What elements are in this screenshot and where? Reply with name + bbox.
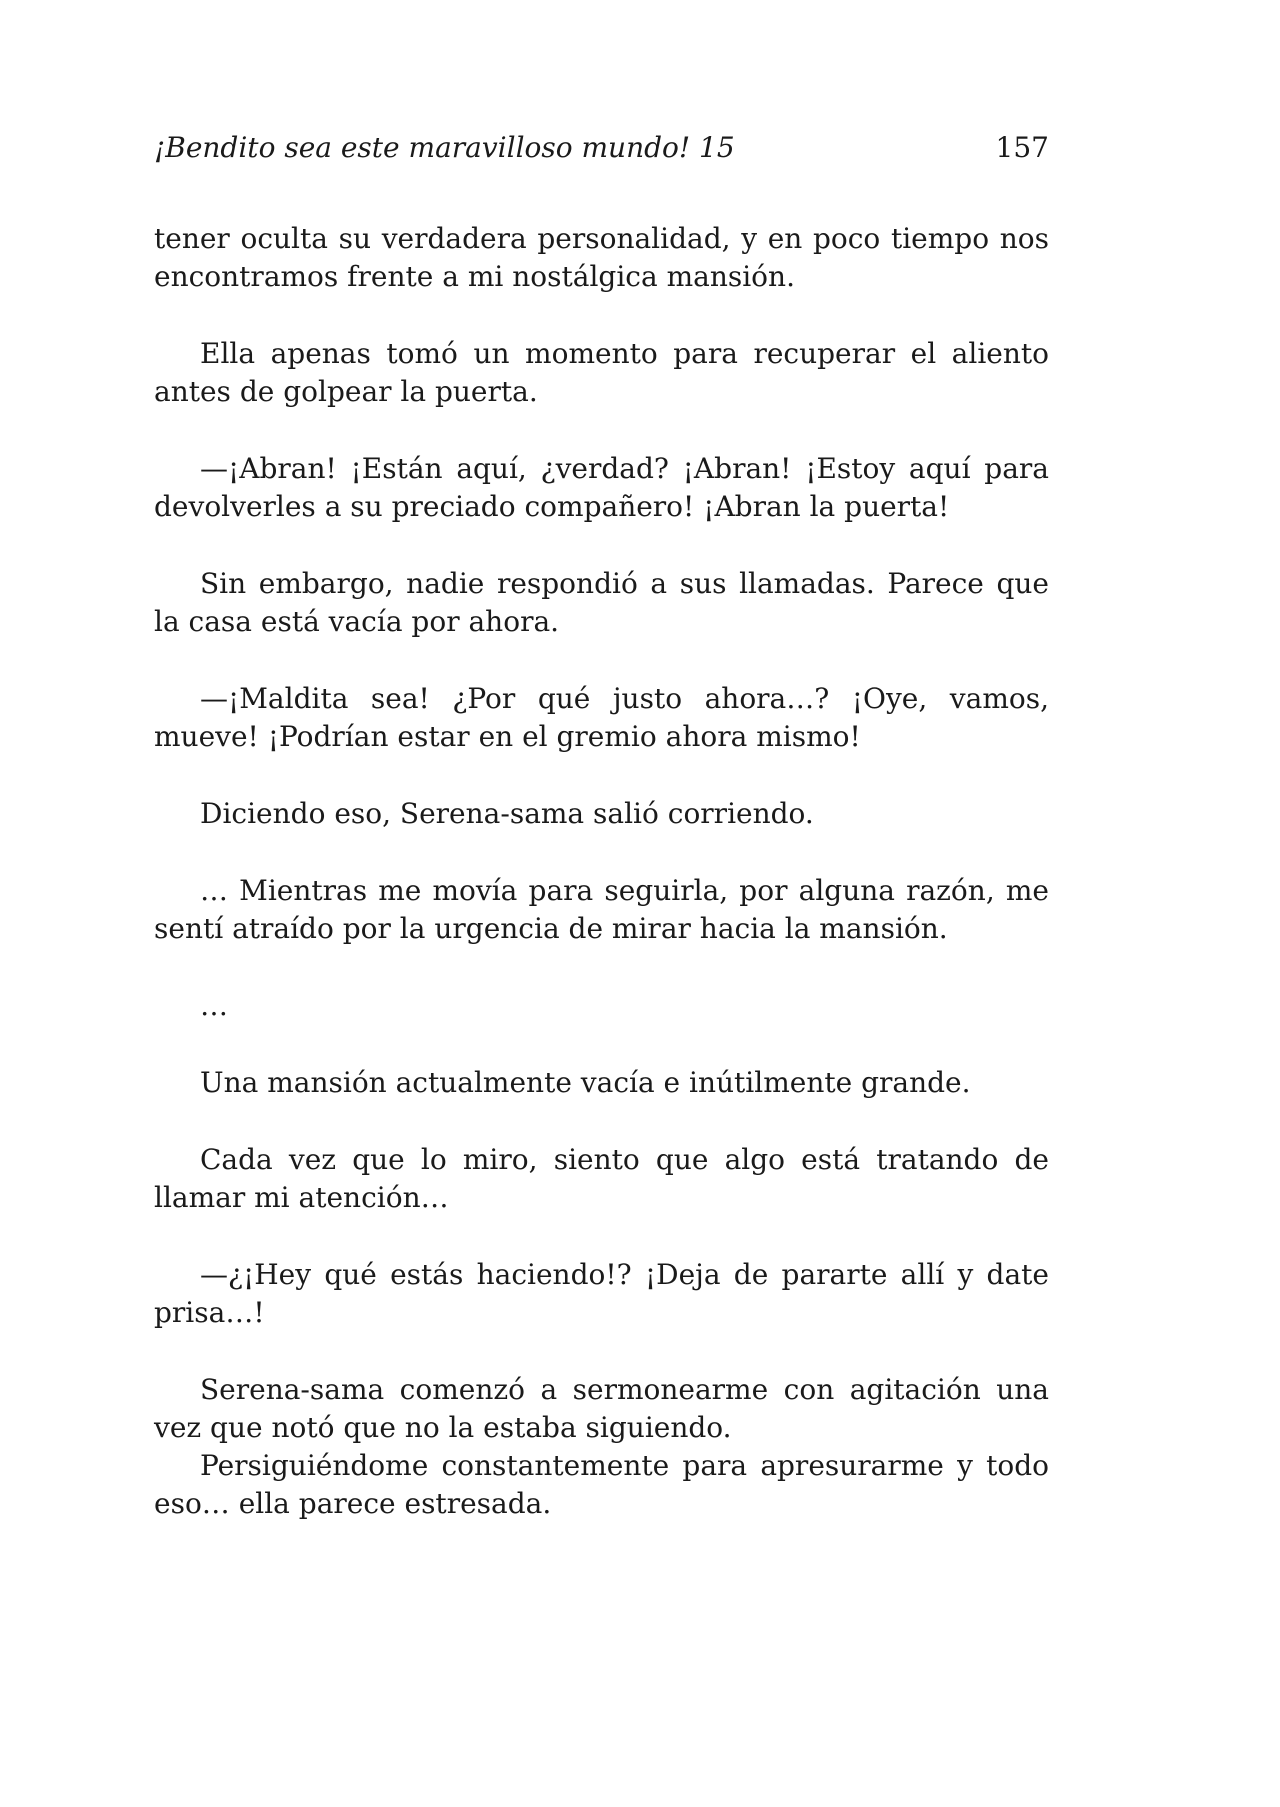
paragraph: —¿¡Hey qué estás haciendo!? ¡Deja de pararte allí y date prisa…! (154, 1258, 1049, 1329)
body-text (154, 220, 1049, 1523)
paragraph: Una mansión actualmente vacía e inútilmente grande. (200, 1066, 971, 1099)
paragraph-ellipsis: … (200, 989, 228, 1022)
paragraph: Persiguiéndome constantemente para apresurarme y todo eso… ella parece estresada. (154, 1449, 1049, 1520)
page-number: 157 (995, 131, 1049, 164)
paragraph: … Mientras me movía para seguirla, por alguna razón, me sentí atraído por la urgencia de mirar hacia la mansión. (154, 874, 1049, 945)
book-title: ¡Bendito sea este maravilloso mundo! 15 (154, 131, 735, 164)
paragraph: Sin embargo, nadie respondió a sus llamadas. Parece que la casa está vacía por ahora. (154, 567, 1049, 638)
paragraph: Serena-sama comenzó a sermonearme con agitación una vez que notó que no la estaba siguiendo. (154, 1373, 1049, 1444)
running-header (154, 128, 1049, 168)
paragraph: —¡Maldita sea! ¿Por qué justo ahora…? ¡Oye, vamos, mueve! ¡Podrían estar en el gremio ahora mismo! (154, 682, 1049, 753)
paragraph: Diciendo eso, Serena-sama salió corriendo. (200, 797, 814, 830)
paragraph: Ella apenas tomó un momento para recuperar el aliento antes de golpear la puerta. (154, 337, 1049, 408)
paragraph: —¡Abran! ¡Están aquí, ¿verdad? ¡Abran! ¡Estoy aquí para devolverles a su preciado compañero! ¡Abran la puerta! (154, 452, 1049, 523)
book-page (154, 0, 1049, 1807)
paragraph: tener oculta su verdadera personalidad, y en poco tiempo nos encontramos frente a mi nostálgica mansión. (154, 222, 1049, 293)
paragraph: Cada vez que lo miro, siento que algo está tratando de llamar mi atención… (154, 1143, 1049, 1214)
